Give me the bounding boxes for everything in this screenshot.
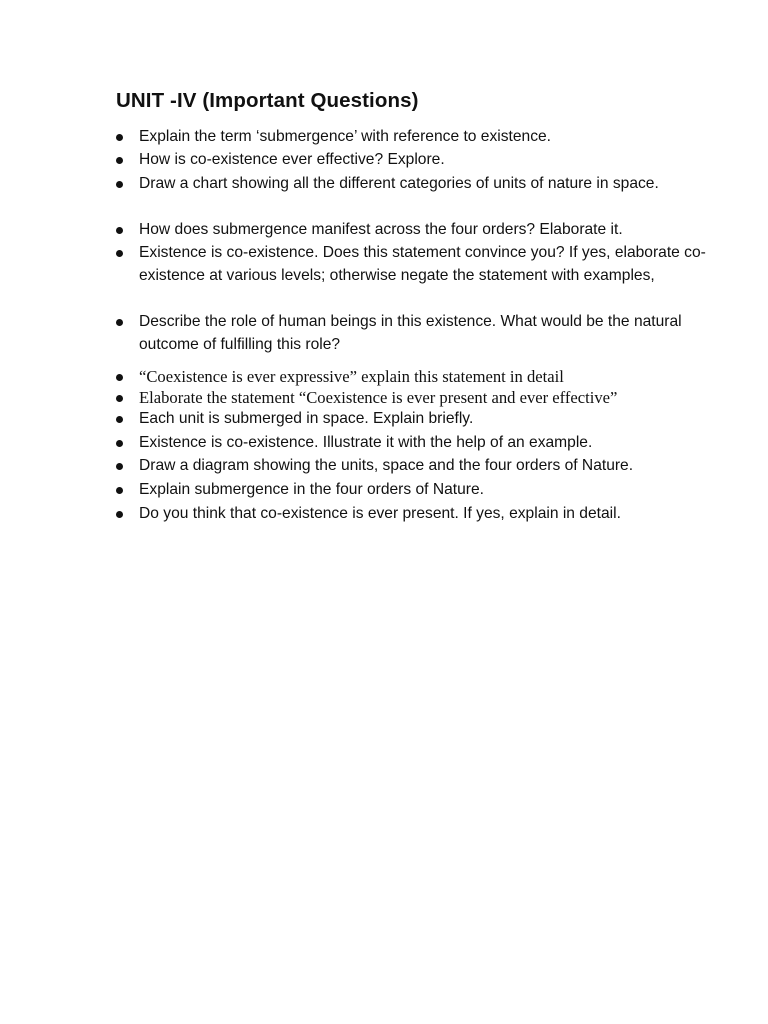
page-title: UNIT -IV (Important Questions): [116, 89, 419, 112]
bullet-icon: [116, 319, 123, 326]
question-text: How is co-existence ever effective? Explore.: [139, 151, 445, 168]
list-item: [116, 455, 716, 478]
bullet-icon: [116, 511, 123, 518]
question-text: Draw a diagram showing the units, space and the four orders of Nature.: [139, 457, 634, 474]
list-item: [116, 311, 716, 357]
list-item: [116, 408, 716, 431]
list-item: [116, 126, 716, 149]
bullet-icon: [116, 134, 123, 141]
bullet-icon: [116, 250, 123, 257]
list-item: [116, 173, 716, 196]
list-item: [116, 503, 716, 526]
list-item: [116, 479, 716, 502]
bullet-icon: [116, 487, 123, 494]
bullet-icon: [116, 440, 123, 447]
question-text: “Coexistence is ever expressive” explain this statement in detail: [139, 367, 564, 386]
list-item: [116, 432, 716, 455]
list-item: [116, 149, 716, 172]
question-text: Draw a chart showing all the different categories of units of nature in space.: [139, 175, 659, 192]
bullet-icon: [116, 227, 123, 234]
question-text: Each unit is submerged in space. Explain briefly.: [139, 410, 474, 427]
list-item: [116, 219, 716, 242]
bullet-icon: [116, 395, 123, 402]
bullet-icon: [116, 181, 123, 188]
bullet-icon: [116, 416, 123, 423]
question-text: Existence is co-existence. Does this statement convince you? If yes, elaborate co-existence at various levels; otherwise negate the statement with examples,: [139, 244, 706, 284]
question-text: How does submergence manifest across the four orders? Elaborate it.: [139, 221, 623, 238]
question-text: Existence is co-existence. Illustrate it with the help of an example.: [139, 434, 593, 451]
list-item: [116, 242, 716, 288]
bullet-icon: [116, 157, 123, 164]
bullet-icon: [116, 374, 123, 381]
question-text: Explain submergence in the four orders of Nature.: [139, 481, 484, 498]
question-text: Explain the term ‘submergence’ with reference to existence.: [139, 128, 551, 145]
bullet-icon: [116, 463, 123, 470]
question-text: Describe the role of human beings in this existence. What would be the natural outcome of fulfilling this role?: [139, 313, 682, 353]
list-item: [116, 367, 716, 387]
question-text: Elaborate the statement “Coexistence is ever present and ever effective”: [139, 388, 618, 407]
list-item: [116, 388, 716, 408]
question-text: Do you think that co-existence is ever present. If yes, explain in detail.: [139, 505, 621, 522]
